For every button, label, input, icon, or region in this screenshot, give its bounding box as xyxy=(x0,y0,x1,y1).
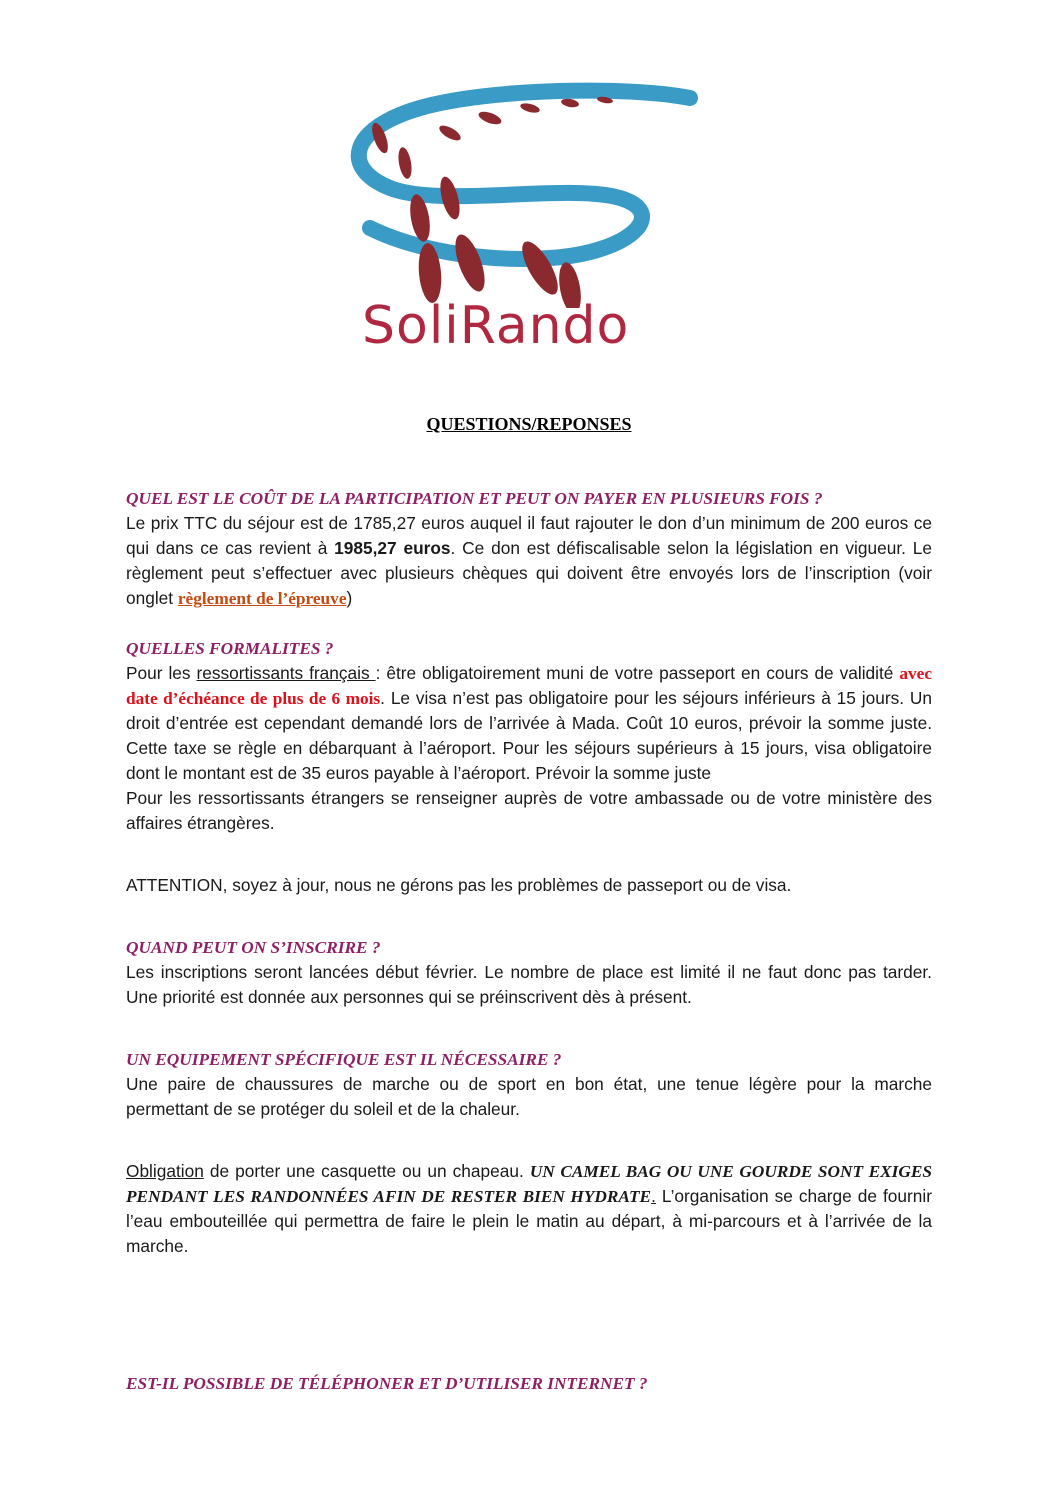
answer-text: : être obligatoirement muni de votre passeport en cours de validité xyxy=(375,663,900,683)
answer-text: ) xyxy=(346,588,353,608)
answer-cost xyxy=(126,511,932,611)
answer-text: . Le visa n’est pas obligatoire pour les séjours inférieurs à 15 jours. Un droit d’entrée est cependant demandé lors de l’arrivée à Mada. Coût 10 euros, prévoir la somme juste. Cette taxe se règle en débarquant à l’aéroport. Pour les séjours supérieurs à 15 jours, visa obligatoire dont le montant est de 35 euros payable à l’aéroport. Prévoir la somme juste xyxy=(126,688,933,783)
logo-text: SoliRando xyxy=(362,296,630,356)
answer-equipment: Une paire de chaussures de marche ou de sport en bon état, une tenue légère pour la marche permettant de se protéger du soleil et de la chaleur. xyxy=(126,1074,932,1119)
answer-registration: Les inscriptions seront lancées début février. Le nombre de place est limité il ne faut donc pas tarder. Une priorité est donnée aux personnes qui se préinscrivent dès à présent. xyxy=(126,962,932,1007)
page-title: QUESTIONS/REPONSES xyxy=(426,414,632,434)
question-registration: QUAND PEUT ON S’INSCRIRE ? xyxy=(126,938,381,957)
total-amount: 1985,27 euros xyxy=(334,538,451,558)
underlined-text: ressortissants français xyxy=(196,663,376,683)
emphasis-text: UN CAMEL BAG OU UNE GOURDE SONT EXIGES PENDANT LES RANDONNÉES AFIN DE RESTER BIEN HYDRATE xyxy=(126,1162,932,1206)
answer-text: L’organisation se charge de fournir l’eau embouteillée qui permettra de faire le plein le matin au départ, à mi-parcours et à l’arrivée de la marche. xyxy=(126,1186,932,1256)
highlight-text: avec date d’échéance de plus de 6 mois xyxy=(126,664,933,708)
footsteps-path-icon xyxy=(330,78,730,308)
attention-note: ATTENTION, soyez à jour, nous ne gérons pas les problèmes de passeport ou de visa. xyxy=(126,875,792,895)
answer-text: Pour les xyxy=(126,663,197,683)
question-equipment: UN EQUIPEMENT SPÉCIFIQUE EST IL NÉCESSAIRE ? xyxy=(126,1050,562,1069)
answer-text: de porter une casquette ou un chapeau. xyxy=(203,1161,530,1181)
answer-text: . xyxy=(651,1186,656,1206)
question-formalities: QUELLES FORMALITES ? xyxy=(126,639,334,658)
reglement-link[interactable]: règlement de l’épreuve xyxy=(177,589,347,608)
question-cost: QUEL EST LE COÛT DE LA PARTICIPATION ET PEUT ON PAYER EN PLUSIEURS FOIS ? xyxy=(126,489,823,508)
answer-equipment-obligation xyxy=(126,1159,932,1259)
answer-text: Le prix TTC du séjour est de 1785,27 euros auquel il faut rajouter le don d’un minimum de 200 euros ce qui dans ce cas revient à xyxy=(126,513,932,558)
answer-foreigners: Pour les ressortissants étrangers se renseigner auprès de votre ambassade ou de votre ministère des affaires étrangères. xyxy=(126,788,932,833)
answer-formalities xyxy=(126,661,932,786)
question-phone-internet: EST-IL POSSIBLE DE TÉLÉPHONER ET D’UTILISER INTERNET ? xyxy=(126,1374,648,1393)
answer-text: . Ce don est défiscalisable selon la législation en vigueur. Le règlement peut s’effectuer avec plusieurs chèques qui doivent être envoyés lors de l’inscription (voir onglet xyxy=(126,538,933,608)
faq-content xyxy=(126,486,932,1396)
underlined-text: Obligation xyxy=(126,1161,204,1181)
